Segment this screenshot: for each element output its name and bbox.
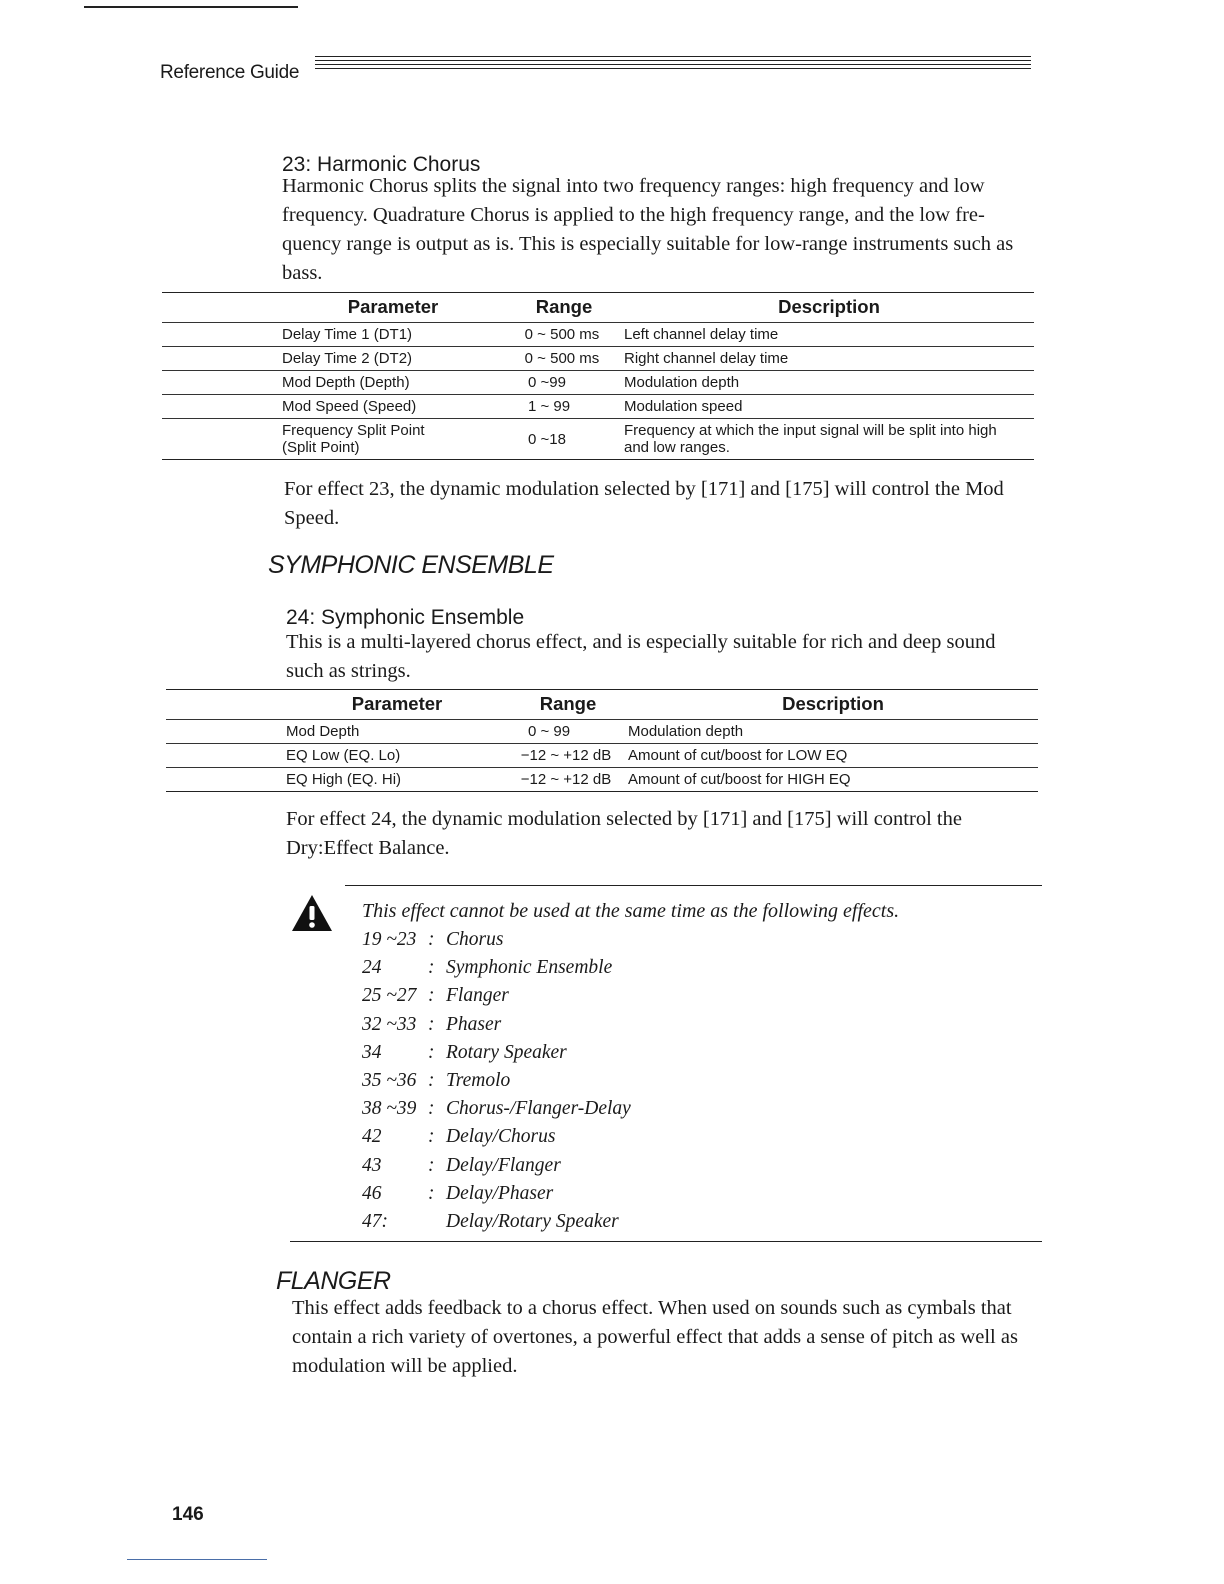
effect-heading-harmonic-chorus: 23: Harmonic Chorus xyxy=(282,153,481,176)
cell-range: 0 ~ 500 ms xyxy=(504,347,624,371)
warning-list-item xyxy=(362,1070,510,1098)
effect-name: Delay/Chorus xyxy=(446,1126,556,1148)
note-line: For effect 23, the dynamic modulation selected by [171] and [175] will control the Mod xyxy=(284,478,1004,500)
intro-line: Harmonic Chorus splits the signal into two frequency ranges: high frequency and low xyxy=(282,175,985,197)
effect-name: Phaser xyxy=(446,1013,502,1035)
column-header-description: Description xyxy=(778,296,880,317)
effect-number: 25 ~27 xyxy=(362,985,417,1007)
intro-line: bass. xyxy=(282,262,323,284)
effect-name: Chorus-/Flanger-Delay xyxy=(446,1098,631,1120)
flanger-intro xyxy=(292,1294,1052,1381)
intro-line: such as strings. xyxy=(286,660,411,682)
page-number: 146 xyxy=(172,1504,204,1525)
cell-parameter xyxy=(282,419,504,460)
table-row xyxy=(166,720,1038,744)
warning-list-item xyxy=(362,1098,631,1126)
cell-parameter: Mod Speed (Speed) xyxy=(282,395,504,419)
effect-name: Delay/Phaser xyxy=(446,1182,554,1204)
cell-parameter: Mod Depth (Depth) xyxy=(282,371,504,395)
intro-line: quency range is output as is. This is especially suitable for low-range instruments such as xyxy=(282,233,1014,255)
cell-description: Modulation depth xyxy=(628,720,1038,744)
cell-range: 0 ~18 xyxy=(504,419,624,460)
cell-description: Amount of cut/boost for LOW EQ xyxy=(628,744,1038,768)
effect-number: 34 xyxy=(362,1041,382,1063)
separator: : xyxy=(428,1041,435,1063)
separator: : xyxy=(428,929,435,950)
harmonic-chorus-intro xyxy=(282,172,1042,288)
table-row xyxy=(162,395,1034,419)
warning-list-item xyxy=(362,1155,561,1183)
table-row xyxy=(162,371,1034,395)
note-line: For effect 24, the dynamic modulation selected by [171] and [175] will control the xyxy=(286,808,962,830)
cell-parameter-line: Frequency Split Point xyxy=(282,422,425,439)
table-row xyxy=(162,419,1034,460)
column-header-parameter: Parameter xyxy=(347,296,439,317)
warning-list-item xyxy=(362,1183,553,1211)
effect-number: 42 xyxy=(362,1126,382,1148)
separator: : xyxy=(428,1126,435,1148)
cell-description-line: Frequency at which the input signal will be split into high xyxy=(624,422,997,439)
effect-name: Chorus xyxy=(446,929,504,950)
cell-description xyxy=(624,419,1034,460)
effect-number: 38 ~39 xyxy=(362,1098,417,1120)
cell-description: Left channel delay time xyxy=(624,323,1034,347)
effect-heading-symphonic-ensemble: 24: Symphonic Ensemble xyxy=(286,606,525,629)
section-heading-flanger: FLANGER xyxy=(276,1267,391,1295)
note-line: Dry:Effect Balance. xyxy=(286,837,450,859)
effect-number: 24 xyxy=(362,957,382,979)
warning-list-item xyxy=(362,1211,619,1239)
section-heading-symphonic-ensemble: SYMPHONIC ENSEMBLE xyxy=(268,551,554,579)
cell-parameter: Delay Time 2 (DT2) xyxy=(282,347,504,371)
table-row xyxy=(162,323,1034,347)
top-rule xyxy=(84,6,298,8)
header-rule xyxy=(315,56,1031,76)
effect-name: Delay/Flanger xyxy=(446,1154,561,1176)
symphonic-table xyxy=(166,690,1038,792)
cell-range: 0 ~ 500 ms xyxy=(504,323,624,347)
cell-range: −12 ~ +12 dB xyxy=(508,744,628,768)
column-header-parameter: Parameter xyxy=(351,693,443,714)
cell-parameter: EQ Low (EQ. Lo) xyxy=(286,744,508,768)
cell-description: Amount of cut/boost for HIGH EQ xyxy=(628,768,1038,792)
intro-line: modulation will be applied. xyxy=(292,1355,518,1377)
separator: : xyxy=(428,957,435,979)
note-line: Speed. xyxy=(284,507,340,529)
warning-list-item xyxy=(362,1014,501,1042)
effect-name: Symphonic Ensemble xyxy=(446,957,613,979)
warning-list-item xyxy=(362,1126,555,1154)
harmonic-chorus-table xyxy=(162,293,1034,460)
cell-range: 1 ~ 99 xyxy=(504,395,624,419)
symphonic-note xyxy=(286,805,1046,863)
column-header-description: Description xyxy=(782,693,884,714)
cell-description: Modulation depth xyxy=(624,371,1034,395)
separator: : xyxy=(428,1154,435,1176)
cell-description: Right channel delay time xyxy=(624,347,1034,371)
separator: : xyxy=(428,1013,435,1035)
intro-line: contain a rich variety of overtones, a powerful effect that adds a sense of pitch as well as xyxy=(292,1326,1018,1348)
separator: : xyxy=(428,1070,435,1091)
table-row xyxy=(162,347,1034,371)
cell-range: 0 ~ 99 xyxy=(508,720,628,744)
cell-parameter: EQ High (EQ. Hi) xyxy=(286,768,508,792)
symphonic-intro xyxy=(286,628,1046,686)
table-row xyxy=(166,744,1038,768)
separator: : xyxy=(428,1098,435,1120)
warning-triangle-icon xyxy=(290,893,334,933)
effect-number: 35 ~36 xyxy=(362,1070,417,1091)
cell-range: 0 ~99 xyxy=(504,371,624,395)
separator: : xyxy=(428,985,435,1007)
cell-range: −12 ~ +12 dB xyxy=(508,768,628,792)
note-top-rule xyxy=(345,885,1042,886)
cell-parameter: Delay Time 1 (DT1) xyxy=(282,323,504,347)
effect-name: Rotary Speaker xyxy=(446,1041,567,1063)
effect-name: Flanger xyxy=(446,985,509,1007)
cell-parameter-line: (Split Point) xyxy=(282,439,360,456)
warning-list-item xyxy=(362,929,503,957)
intro-line: frequency. Quadrature Chorus is applied to the high frequency range, and the low fre- xyxy=(282,204,985,226)
separator: : xyxy=(428,1182,435,1204)
warning-list-item xyxy=(362,957,612,985)
effect-number: 32 ~33 xyxy=(362,1013,417,1035)
header-label: Reference Guide xyxy=(160,62,300,83)
effect-number: 47: xyxy=(362,1211,388,1232)
note-bottom-rule xyxy=(290,1241,1042,1242)
column-header-range: Range xyxy=(535,296,593,317)
warning-list-item xyxy=(362,1042,567,1070)
table-row xyxy=(166,768,1038,792)
effect-number: 46 xyxy=(362,1182,382,1204)
cell-parameter: Mod Depth xyxy=(286,720,508,744)
cell-description: Modulation speed xyxy=(624,395,1034,419)
harmonic-chorus-note xyxy=(284,475,1044,533)
effect-number: 43 xyxy=(362,1154,382,1176)
effect-number: 19 ~23 xyxy=(362,929,417,950)
column-header-range: Range xyxy=(539,693,597,714)
warning-title: This effect cannot be used at the same time as the following effects. xyxy=(362,900,900,922)
cell-description-line: and low ranges. xyxy=(624,439,730,456)
effect-name: Delay/Rotary Speaker xyxy=(446,1211,619,1232)
intro-line: This is a multi-layered chorus effect, and is especially suitable for rich and deep sound xyxy=(286,631,996,653)
intro-line: This effect adds feedback to a chorus effect. When used on sounds such as cymbals that xyxy=(292,1297,1012,1319)
warning-list-item xyxy=(362,985,509,1013)
bottom-rule xyxy=(127,1559,267,1560)
effect-name: Tremolo xyxy=(446,1070,511,1091)
